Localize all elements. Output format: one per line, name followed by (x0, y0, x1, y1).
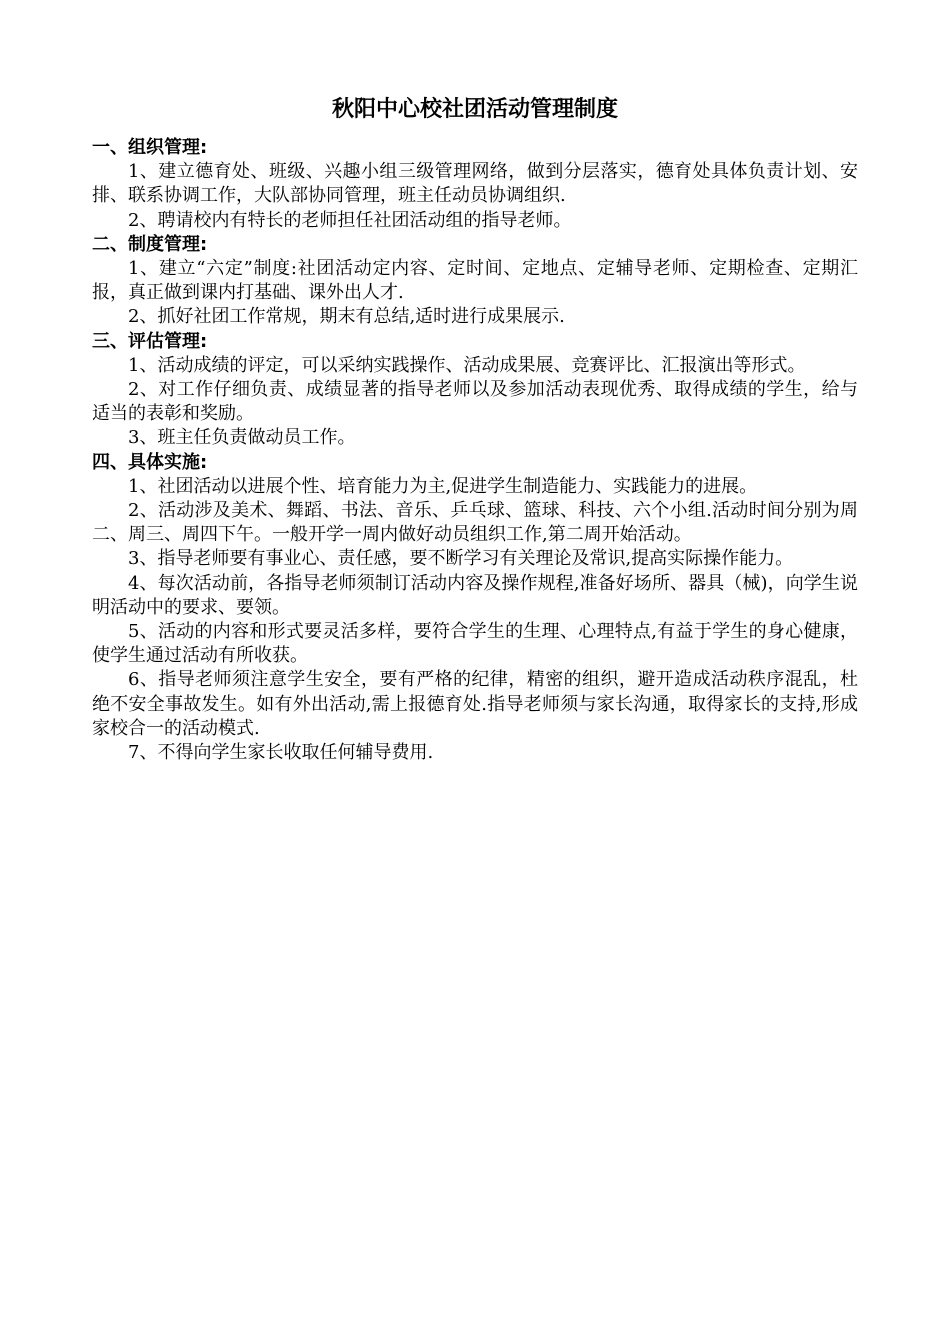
document-body (92, 136, 858, 765)
section-heading: 二、制度管理: (92, 233, 208, 255)
paragraph: 2、聘请校内有特长的老师担任社团活动组的指导老师。 (128, 209, 572, 231)
section-implementation (92, 451, 858, 766)
paragraph: 1、社团活动以进展个性、培育能力为主,促进学生制造能力、实践能力的进展。 (128, 475, 758, 497)
paragraph: 2、对工作仔细负责、成绩显著的指导老师以及参加活动表现优秀、取得成绩的学生，给与适当的表彰和奖励。 (92, 379, 858, 425)
paragraph: 5、活动的内容和形式要灵活多样，要符合学生的生理、心理特点,有益于学生的身心健康，使学生通过活动有所收获。 (92, 621, 858, 667)
paragraph: 3、指导老师要有事业心、责任感，要不断学习有关理论及常识,提高实际操作能力。 (128, 548, 794, 570)
paragraph: 1、建立“六定”制度:社团活动定内容、定时间、定地点、定辅导老师、定期检查、定期汇报，真正做到课内打基础、课外出人才. (92, 258, 858, 304)
section-evaluation (92, 330, 858, 451)
section-heading: 一、组织管理: (92, 137, 208, 158)
document-title: 秋阳中心校社团活动管理制度 (331, 97, 618, 122)
section-heading: 四、具体实施: (92, 451, 208, 473)
paragraph: 7、不得向学生家长收取任何辅导费用. (128, 742, 434, 764)
paragraph: 1、活动成绩的评定，可以采纳实践操作、活动成果展、竞赛评比、汇报演出等形式。 (128, 354, 806, 376)
paragraph: 2、抓好社团工作常规，期末有总结,适时进行成果展示. (128, 306, 565, 328)
paragraph: 3、班主任负责做动员工作。 (128, 427, 356, 449)
paragraph: 2、活动涉及美术、舞蹈、书法、音乐、乒乓球、篮球、科技、六个小组.活动时间分别为周二、周三、周四下午。一般开学一周内做好动员组织工作,第二周开始活动。 (92, 500, 858, 546)
section-heading: 三、评估管理: (92, 330, 208, 352)
section-system (92, 233, 858, 330)
paragraph: 4、每次活动前，各指导老师须制订活动内容及操作规程,准备好场所、器具（械)，向学生说明活动中的要求、要领。 (92, 572, 858, 618)
section-organization (92, 136, 858, 233)
paragraph: 6、指导老师须注意学生安全，要有严格的纪律，精密的组织，避开造成活动秩序混乱，杜绝不安全事故发生。如有外出活动,需上报德育处.指导老师须与家长沟通，取得家长的支持,形成家校合一的活动模式. (92, 669, 858, 739)
paragraph: 1、建立德育处、班级、兴趣小组三级管理网络，做到分层落实，德育处具体负责计划、安排、联系协调工作，大队部协同管理，班主任动员协调组织. (92, 161, 858, 207)
